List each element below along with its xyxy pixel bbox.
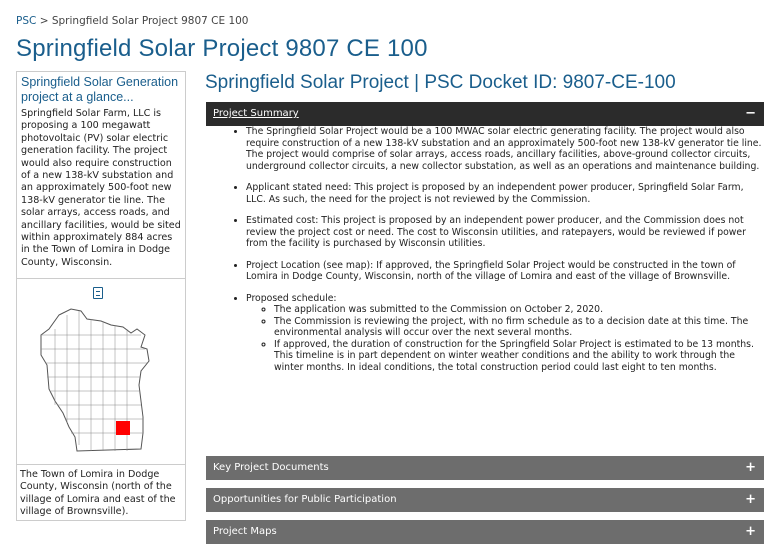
schedule-item: ◦ If approved, the duration of construction for the Springfield Solar Project is estimated to be 13 months. This timeline is in part dependent on winter weather conditions and the ability to work through the winter months. In ideal conditions, the total construction period could last eight to ten months.: [274, 339, 764, 374]
summary-item-cost: • Estimated cost: This project is proposed by an independent power producer, and the Commission does not review the project cost or need. The cost to Wisconsin utilities, and ratepayers, would be reviewed if power from the facility is purchased by Wisconsin utilities.: [246, 215, 764, 250]
schedule-item: ◦ The application was submitted to the Commission on October 2, 2020.: [274, 304, 764, 316]
summary-list: [206, 126, 764, 373]
sidebar-heading: Springfield Solar Generation project at a glance...: [21, 75, 179, 104]
schedule-item: ◦ The Commission is reviewing the project, with no firm schedule as to a decision date at this time. The environmental analysis will occur over the next several months.: [274, 316, 764, 339]
schedule-label: Proposed schedule:: [246, 292, 337, 304]
panel-label: Key Project Documents: [213, 462, 329, 473]
collapse-icon[interactable]: −: [745, 106, 756, 121]
breadcrumb: [16, 15, 248, 27]
panel-project-maps-header[interactable]: [206, 520, 764, 544]
panel-label: Opportunities for Public Participation: [213, 494, 397, 505]
summary-item-description: • The Springfield Solar Project would be a 100 MWAC solar electric generating facility. The project would also require construction of a new 138-kV substation and an approximately 500-foot new 138-kV generator tie line. The project would comprise of solar arrays, access roads, ancillary facilities, above-ground collector circuits, underground collector circuits, a new collector substation, as well as an operations and maintenance building.: [246, 126, 764, 172]
expand-icon[interactable]: +: [745, 460, 756, 475]
docket-title: Springfield Solar Project | PSC Docket ID: 9807-CE-100: [205, 72, 676, 93]
panel-project-summary-header[interactable]: [206, 102, 764, 126]
panel-public-participation-header[interactable]: [206, 488, 764, 512]
expand-icon[interactable]: +: [745, 524, 756, 539]
sidebar-description: Springfield Solar Farm, LLC is proposing a 100 megawatt photovoltaic (PV) solar electric generation facility. The project would also require construction of a new 138-kV substation and an approximately 500-foot new 138-kV generator tie line. The solar arrays, access roads, and ancillary facilities, would be sited within approximately 884 acres in the Town of Lomira in Dodge County, Wisconsin.: [21, 108, 181, 268]
schedule-list: [246, 304, 764, 373]
breadcrumb-current: Springfield Solar Project 9807 CE 100: [51, 15, 249, 27]
wisconsin-county-map[interactable]: [37, 305, 165, 453]
panel-label: Project Summary: [213, 108, 299, 119]
page-title: Springfield Solar Project 9807 CE 100: [16, 35, 428, 62]
project-county-highlight: [116, 421, 130, 435]
sidebar-map: [17, 279, 185, 465]
expand-icon[interactable]: +: [745, 492, 756, 507]
pdf-icon[interactable]: [93, 287, 103, 299]
panel-key-documents-header[interactable]: [206, 456, 764, 480]
summary-item-need: • Applicant stated need: This project is proposed by an independent power producer, Springfield Solar Farm, LLC. As such, the need for the project is not reviewed by the Commission.: [246, 182, 764, 205]
summary-item-schedule: [246, 293, 764, 374]
map-caption: The Town of Lomira in Dodge County, Wisconsin (north of the village of Lomira and east of the village of Brownsville).: [20, 469, 176, 518]
breadcrumb-separator: >: [39, 15, 49, 27]
breadcrumb-home-link[interactable]: PSC: [16, 15, 37, 27]
project-summary-content: [206, 126, 764, 450]
summary-item-location: • Project Location (see map): If approved, the Springfield Solar Project would be constructed in the town of Lomira in Dodge County, Wisconsin, north of the village of Lomira and east of the village of Brownsville.: [246, 260, 764, 283]
sidebar-glance-box: [16, 71, 186, 521]
sidebar-summary: [17, 72, 185, 279]
panel-label: Project Maps: [213, 526, 277, 537]
